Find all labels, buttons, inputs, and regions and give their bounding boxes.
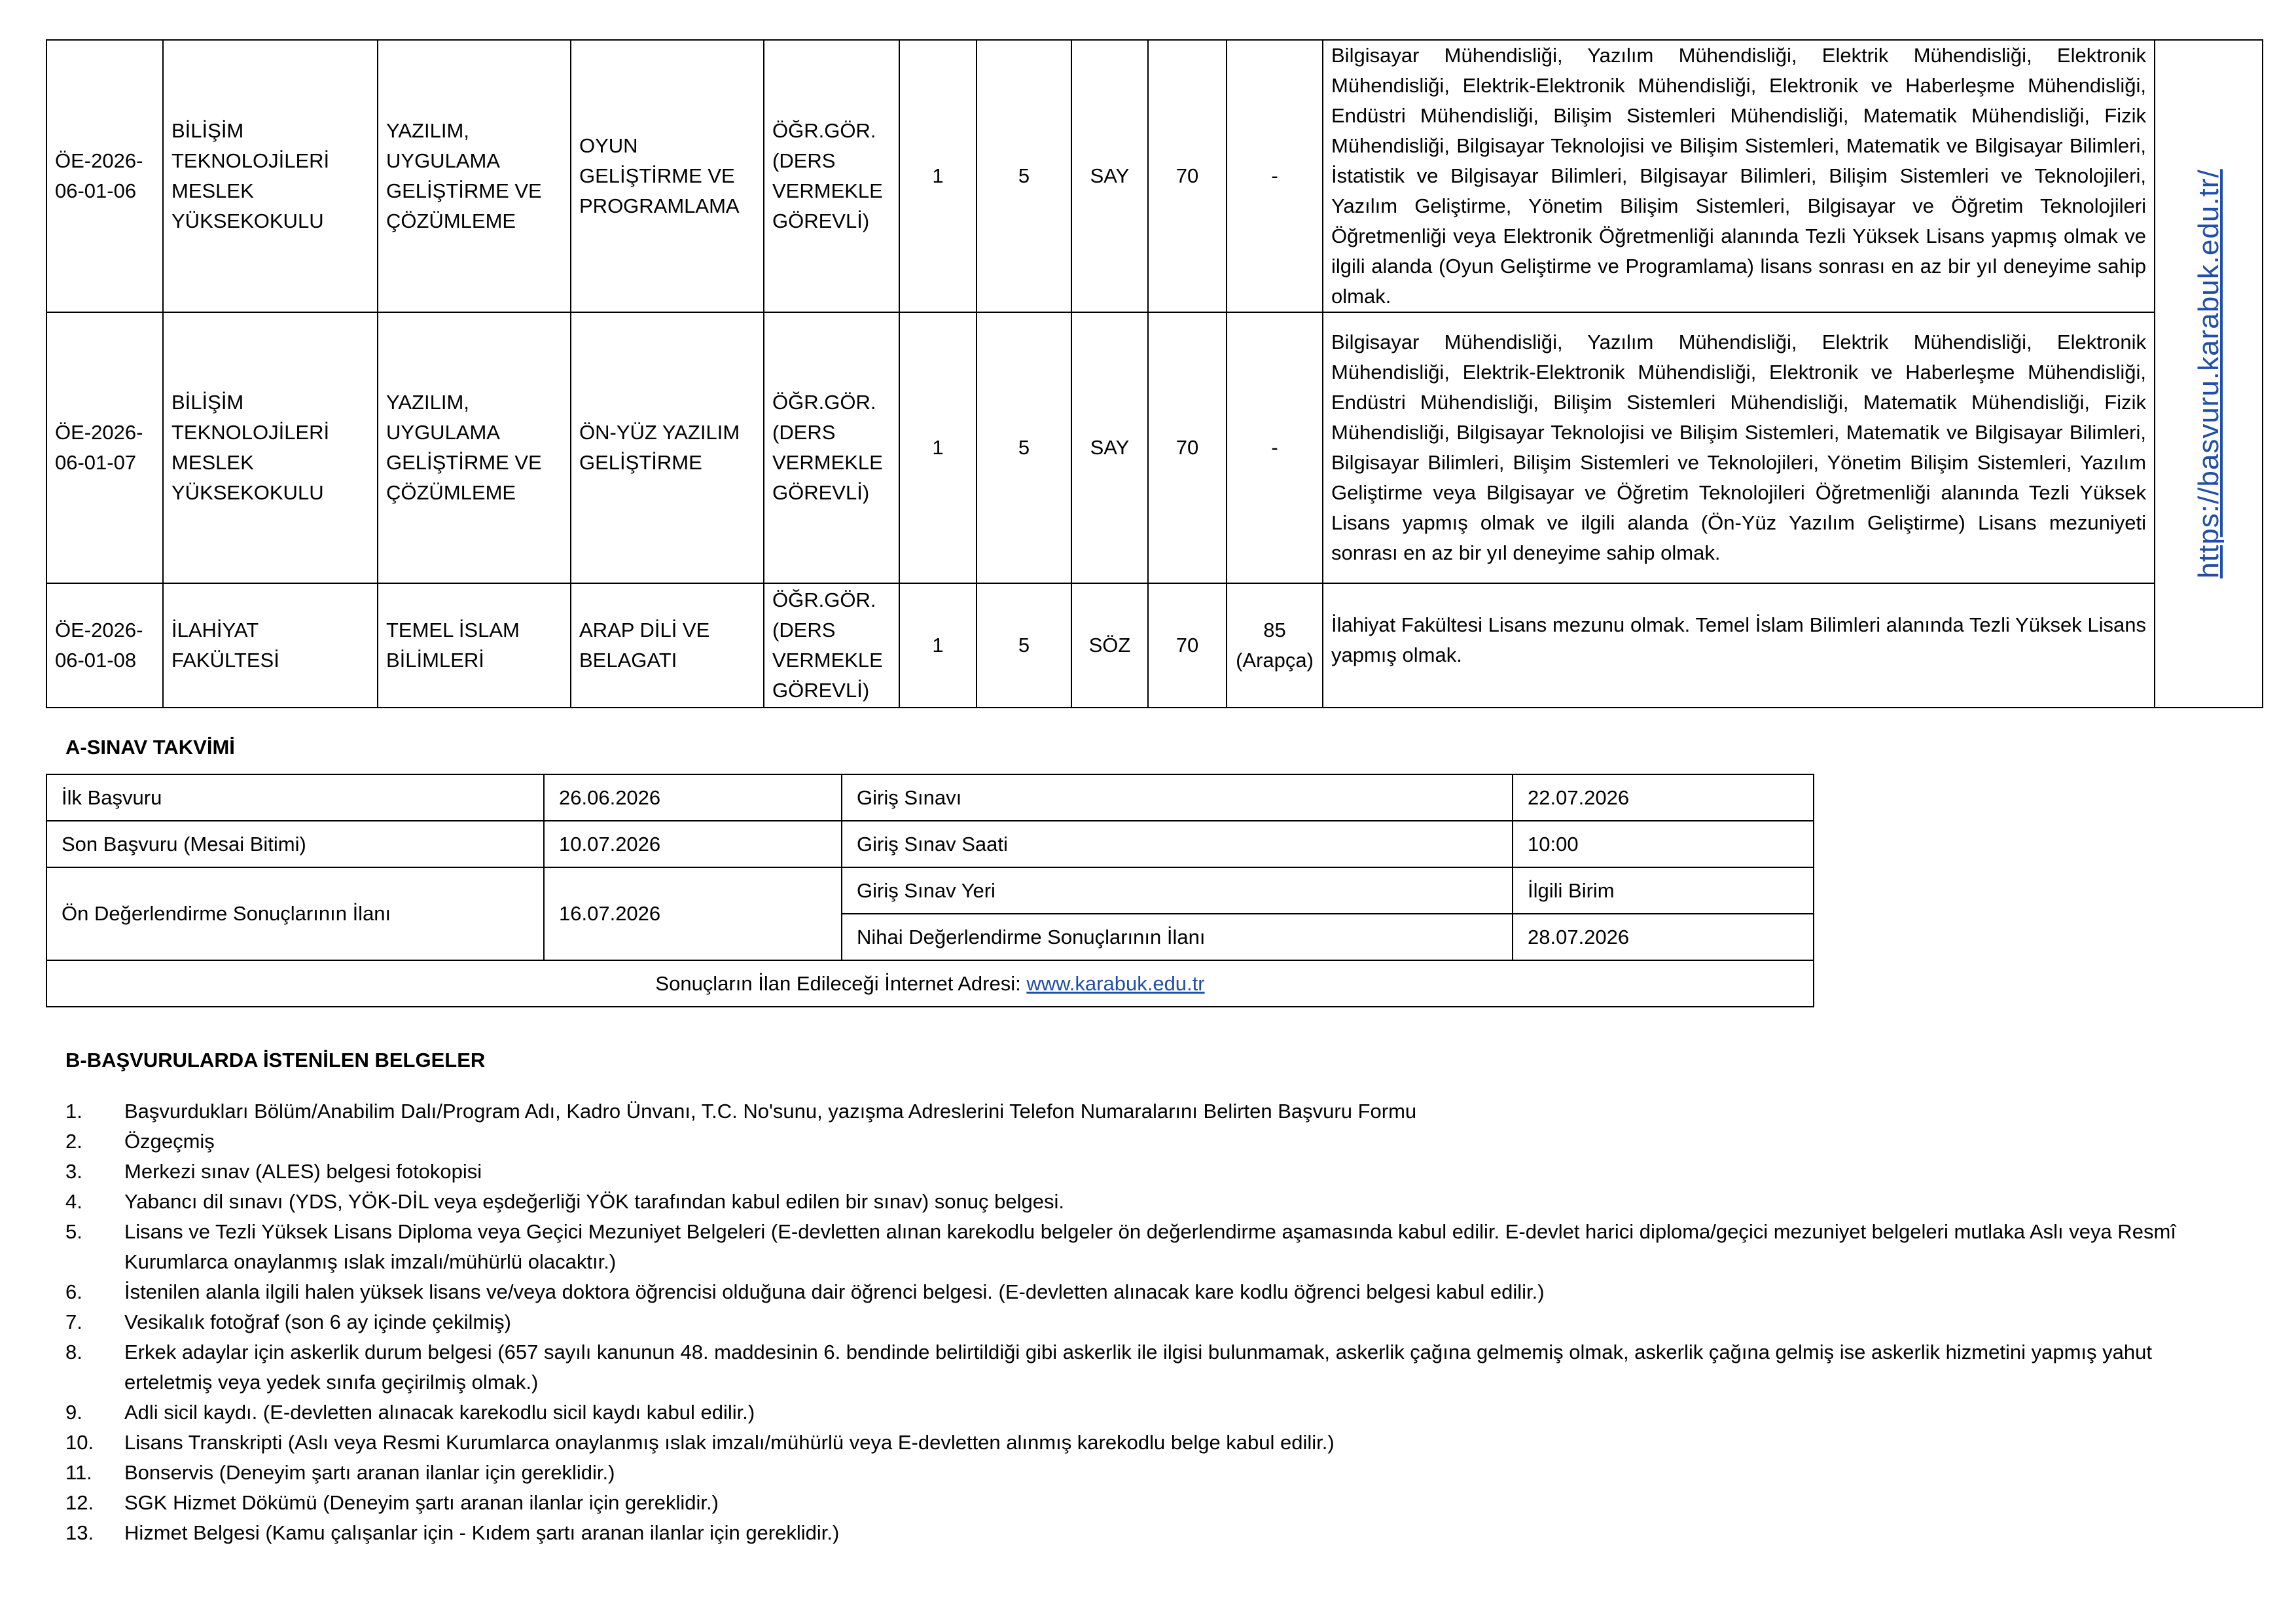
position-ales-score: 70: [1148, 40, 1227, 312]
position-degree: 5: [977, 312, 1071, 583]
list-item: 8. Erkek adaylar için askerlik durum belgesi (657 sayılı kanunun 48. maddesinin 6. bendinde belirtildiği gibi askerlik ile ilgisi bulunmamak, askerlik çağına gelmemiş olmak, askerlik çağına gelmiş ise askerlik hizmetini yapmış yahut erteletmiş veya yedek sınıfa geçirilmiş olmak.): [65, 1341, 2152, 1394]
position-count: 1: [899, 312, 977, 583]
positions-table: [46, 39, 2263, 708]
position-requirements: Bilgisayar Mühendisliği, Yazılım Mühendisliği, Elektrik Mühendisliği, Elektronik Mühendisliği, Elektrik-Elektronik Mühendisliği, Elektronik ve Haberleşme Mühendisliği, Endüstri Mühendisliği, Bilişim Sistemleri Mühendisliği, Matematik Mühendisliği, Fizik Mühendisliği, Bilgisayar Teknolojisi ve Bilişim Sistemleri, Matematik ve Bilgisayar Bilimleri, Bilgisayar Bilimleri, Bilişim Sistemleri ve Teknolojileri, Yönetim Bilişim Sistemleri, Yazılım Geliştirme veya Bilgisayar ve Öğretim Teknolojileri Öğretmenliği alanında Tezli Yüksek Lisans yapmış olmak ve ilgili alanda (Ön-Yüz Yazılım Geliştirme) Lisans mezuniyeti sonrası en az bir yıl deneyime sahip olmak.: [1323, 312, 2155, 583]
position-ales-type: SÖZ: [1071, 583, 1148, 708]
results-website-link[interactable]: www.karabuk.edu.tr: [1026, 971, 1205, 995]
position-department: YAZILIM, UYGULAMA GELİŞTİRME VE ÇÖZÜMLEME: [378, 312, 571, 583]
position-count: 1: [899, 40, 977, 312]
position-ales-type: SAY: [1071, 40, 1148, 312]
list-item: 3. Merkezi sınav (ALES) belgesi fotokopisi: [65, 1160, 482, 1183]
final-evaluation-date: 28.07.2026: [1513, 914, 1814, 960]
application-link[interactable]: https://basvuru.karabuk.edu.tr/: [2192, 169, 2225, 579]
results-address: [46, 960, 1814, 1007]
list-item: 7. Vesikalık fotoğraf (son 6 ay içinde çekilmiş): [65, 1310, 511, 1333]
position-code: ÖE-2026-06-01-08: [46, 583, 163, 708]
final-evaluation-label: Nihai Değerlendirme Sonuçlarının İlanı: [842, 914, 1513, 960]
position-department: TEMEL İSLAM BİLİMLERİ: [378, 583, 571, 708]
list-item: 12. SGK Hizmet Dökümü (Deneyim şartı aranan ilanlar için gereklidir.): [65, 1491, 719, 1514]
position-program: ARAP DİLİ VE BELAGATI: [571, 583, 764, 708]
exam-time: 10:00: [1513, 821, 1814, 867]
position-title: ÖĞR.GÖR. (DERS VERMEKLE GÖREVLİ): [764, 583, 899, 708]
last-application-label: Son Başvuru (Mesai Bitimi): [46, 821, 544, 867]
first-application-label: İlk Başvuru: [46, 774, 544, 821]
last-application-date: 10.07.2026: [544, 821, 842, 867]
position-unit: İLAHİYAT FAKÜLTESİ: [163, 583, 378, 708]
exam-time-label: Giriş Sınav Saati: [842, 821, 1513, 867]
schedule-title: A-SINAV TAKVİMİ: [65, 736, 235, 759]
position-program: ÖN-YÜZ YAZILIM GELİŞTİRME: [571, 312, 764, 583]
list-item: 11. Bonservis (Deneyim şartı aranan ilanlar için gereklidir.): [65, 1461, 615, 1484]
list-item: 10. Lisans Transkripti (Aslı veya Resmi Kurumlarca onaylanmış ıslak imzalı/mühürlü veya E-devletten alınmış karekodlu belge kabul edilir.): [65, 1431, 1335, 1454]
position-title: ÖĞR.GÖR. (DERS VERMEKLE GÖREVLİ): [764, 312, 899, 583]
position-title: ÖĞR.GÖR. (DERS VERMEKLE GÖREVLİ): [764, 40, 899, 312]
position-unit: BİLİŞİM TEKNOLOJİLERİ MESLEK YÜKSEKOKULU: [163, 312, 378, 583]
application-link-cell: [2155, 40, 2263, 708]
list-item: 9. Adli sicil kaydı. (E-devletten alınacak karekodlu sicil kaydı kabul edilir.): [65, 1401, 755, 1424]
position-row: [46, 40, 2263, 312]
list-item: 2. Özgeçmiş: [65, 1130, 215, 1153]
position-ales-score: 70: [1148, 583, 1227, 708]
pre-evaluation-date: 16.07.2026: [544, 867, 842, 960]
position-row: [46, 312, 2263, 583]
list-item: 1. Başvurdukları Bölüm/Anabilim Dalı/Program Adı, Kadro Ünvanı, T.C. No'sunu, yazışma Adreslerini Telefon Numaralarını Belirten Başvuru Formu: [65, 1100, 1417, 1123]
position-language-score: -: [1227, 312, 1323, 583]
results-address-label: Sonuçların İlan Edileceği İnternet Adresi:: [655, 971, 1027, 995]
exam-date: 22.07.2026: [1513, 774, 1814, 821]
exam-place-label: Giriş Sınav Yeri: [842, 867, 1513, 914]
list-item: 5. Lisans ve Tezli Yüksek Lisans Diploma veya Geçici Mezuniyet Belgeleri (E-devletten alınan karekodlu belgeler ön değerlendirme aşamasında kabul edilir. E-devlet harici diploma/geçici mezuniyet belgeleri mutlaka Aslı veya Resmî Kurumlarca onaylanmış ıslak imzalı/mühürlü olacaktır.): [65, 1220, 2176, 1273]
position-code: ÖE-2026-06-01-06: [46, 40, 163, 312]
pre-evaluation-label: Ön Değerlendirme Sonuçlarının İlanı: [46, 867, 544, 960]
exam-label: Giriş Sınavı: [842, 774, 1513, 821]
schedule-table: [46, 774, 1814, 1007]
list-item: 4. Yabancı dil sınavı (YDS, YÖK-DİL veya eşdeğerliği YÖK tarafından kabul edilen bir sınav) sonuç belgesi.: [65, 1190, 1064, 1213]
position-language-score: -: [1227, 40, 1323, 312]
first-application-date: 26.06.2026: [544, 774, 842, 821]
schedule-row: [46, 774, 1814, 821]
documents-title: B-BAŞVURULARDA İSTENİLEN BELGELER: [65, 1049, 486, 1072]
list-item: 13. Hizmet Belgesi (Kamu çalışanlar için - Kıdem şartı aranan ilanlar için gereklidir.): [65, 1521, 840, 1544]
position-language-score: 85 (Arapça): [1227, 583, 1323, 708]
position-requirements: İlahiyat Fakültesi Lisans mezunu olmak. Temel İslam Bilimleri alanında Tezli Yüksek Lisans yapmış olmak.: [1323, 583, 2155, 708]
schedule-row: [46, 960, 1814, 1007]
position-ales-type: SAY: [1071, 312, 1148, 583]
position-degree: 5: [977, 40, 1071, 312]
position-row: [46, 583, 2263, 708]
position-unit: BİLİŞİM TEKNOLOJİLERİ MESLEK YÜKSEKOKULU: [163, 40, 378, 312]
documents-list: [46, 1096, 2238, 1548]
schedule-row: [46, 867, 1814, 914]
schedule-row: [46, 821, 1814, 867]
position-department: YAZILIM, UYGULAMA GELİŞTİRME VE ÇÖZÜMLEME: [378, 40, 571, 312]
position-code: ÖE-2026-06-01-07: [46, 312, 163, 583]
list-item: 6. İstenilen alanla ilgili halen yüksek lisans ve/veya doktora öğrencisi olduğuna dair öğrenci belgesi. (E-devletten alınacak kare kodlu öğrenci belgesi kabul edilir.): [65, 1280, 1545, 1303]
position-degree: 5: [977, 583, 1071, 708]
position-count: 1: [899, 583, 977, 708]
position-requirements: Bilgisayar Mühendisliği, Yazılım Mühendisliği, Elektrik Mühendisliği, Elektronik Mühendisliği, Elektrik-Elektronik Mühendisliği, Elektronik ve Haberleşme Mühendisliği, Endüstri Mühendisliği, Bilişim Sistemleri Mühendisliği, Matematik Mühendisliği, Fizik Mühendisliği, Bilgisayar Teknolojisi ve Bilişim Sistemleri, Matematik ve Bilgisayar Bilimleri, İstatistik ve Bilgisayar Bilimleri, Bilgisayar Bilimleri, Bilişim Sistemleri ve Teknolojileri, Yazılım Geliştirme, Yönetim Bilişim Sistemleri, Bilgisayar ve Öğretim Teknolojileri Öğretmenliği veya Elektronik Öğretmenliği alanında Tezli Yüksek Lisans yapmış olmak ve ilgili alanda (Oyun Geliştirme ve Programlama) lisans sonrası en az bir yıl deneyime sahip olmak.: [1323, 40, 2155, 312]
exam-place: İlgili Birim: [1513, 867, 1814, 914]
position-ales-score: 70: [1148, 312, 1227, 583]
position-program: OYUN GELİŞTİRME VE PROGRAMLAMA: [571, 40, 764, 312]
